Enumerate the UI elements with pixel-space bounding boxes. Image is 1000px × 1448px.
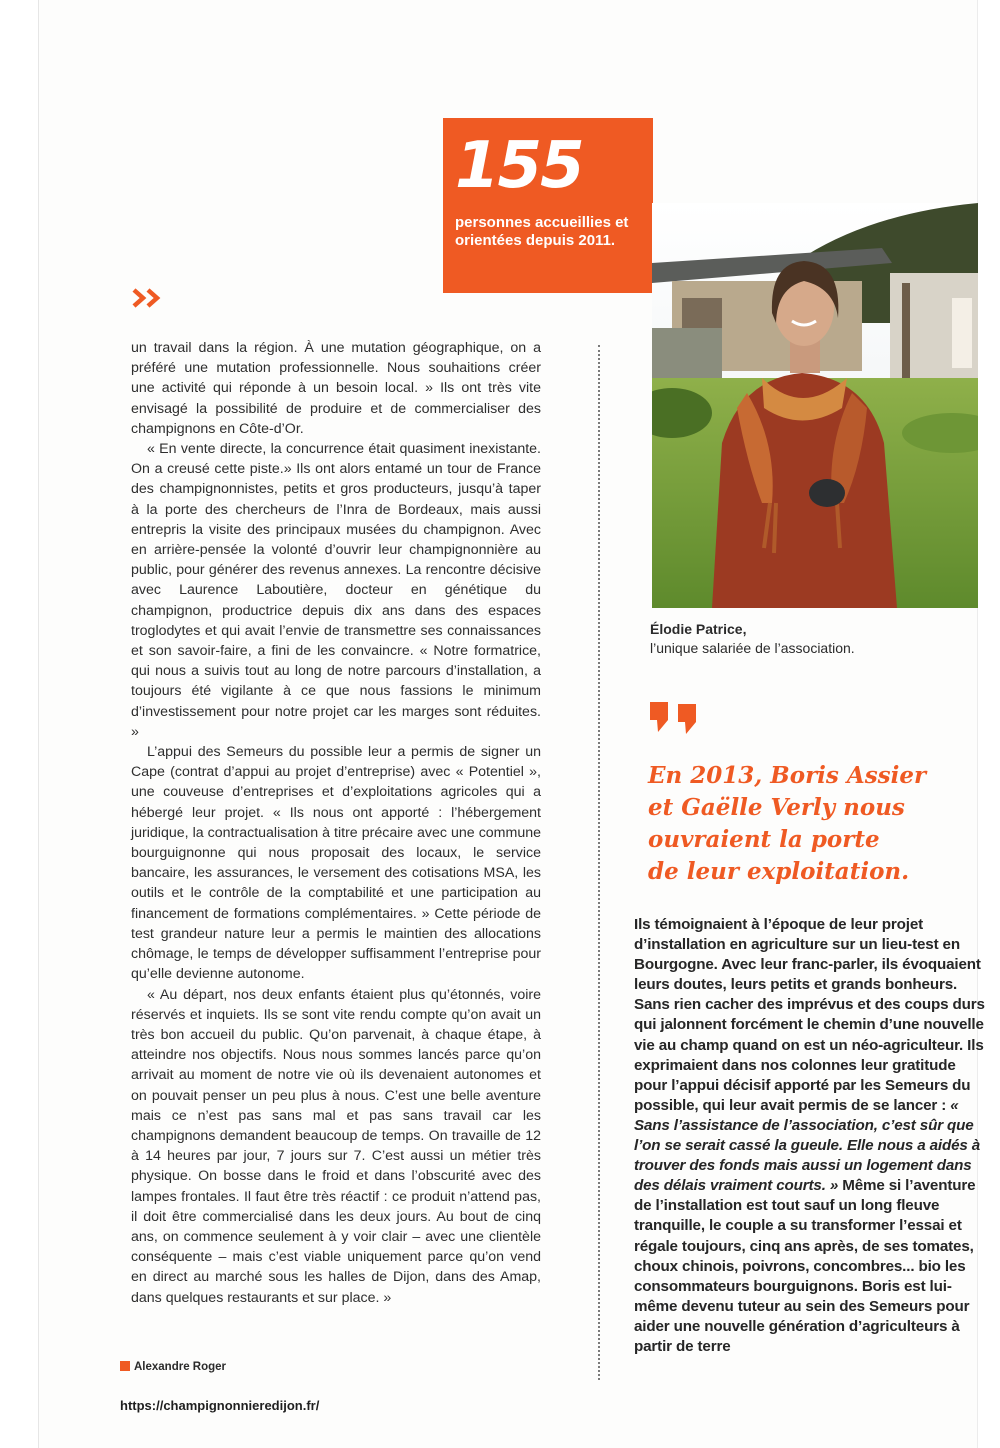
- author-name: Alexandre Roger: [134, 1361, 227, 1373]
- page-left-margin: [0, 0, 39, 1448]
- stat-box: [443, 118, 653, 293]
- website-link[interactable]: https://champignonnieredijon.fr/: [120, 1398, 320, 1413]
- column-divider: [598, 345, 600, 1380]
- pull-quote: [648, 760, 978, 888]
- main-article-column: [131, 338, 541, 1308]
- caption-role: l’unique salariée de l’association.: [650, 640, 855, 656]
- sidebar-text-quote: « Sans l’assistance de l’association, c’est sûr que l’on se serait cassé la gueule. Elle nous a aidés à trouver des fonds mais aussi un logement dans des délais vraiment courts. »: [634, 1096, 981, 1195]
- stat-label: personnes accueillies et orientées depuis 2011.: [455, 214, 629, 249]
- sidebar-article-text: [634, 915, 986, 1357]
- portrait-photo: [652, 203, 978, 608]
- author-signature: [120, 1361, 226, 1373]
- paragraph: « Au départ, nos deux enfants étaient plus qu’étonnés, voire réservés et inquiets. Ils se sont vite rendu compte qu’on avait un très bon accueil du public. Qu’on parvenait, à chaque étape, à atteindre nos objectifs. Nous nous sommes lancés parce qu’on arrivait au moment de notre vie où ils devenaient autonomes et on pouvait penser un peu plus à nous. C’est une belle aventure mais ce n’est pas sans mal et pas sans travail car les champignons demandent beaucoup de temps. On travaille de 12 à 14 heures par jour, 7 jours sur 7. C’est aussi un métier très physique. On bosse dans le froid et dans l’obscurité avec des lampes frontales. Il faut être très réactif : ce produit n’attend pas, il doit être commercialisé dans les deux jours. Au bout de cinq ans, on commence seulement à y voir clair – avec une clientèle conséquente – mais c’est viable uniquement parce qu’on vend en direct au marché sous les halles de Dijon, dans des Amap, dans quelques restaurants et sur place. »: [131, 986, 541, 1306]
- pull-quote-line: En 2013, Boris Assier: [648, 762, 927, 789]
- pull-quote-line: de leur exploitation.: [648, 858, 910, 885]
- pull-quote-line: et Gaëlle Verly nous: [648, 794, 905, 821]
- double-chevron-icon: [131, 287, 165, 309]
- sidebar-text-part: Ils témoignaient à l’époque de leur projet d’installation en agriculture sur un lieu-test en Bourgogne. Avec leur franc-parler, ils évoquaient leurs doutes, leurs petits et grands bonheurs. Sans rien cacher des imprévus et des coups durs qui jalonnent forcément le chemin d’une nouvelle vie au champ quand on est un néo-agriculteur. Ils exprimaient dans nos colonnes leur gratitude pour l’appui décisif apporté par les Semeurs du possible, qui leur avait permis de se lancer :: [634, 916, 985, 1114]
- paragraph: « En vente directe, la concurrence était quasiment inexistante. On a creusé cette piste.» Ils ont alors entamé un tour de France des champignonnistes, petits et gros producteurs, jusqu’à taper à la porte des chercheurs de l’Inra de Bordeaux, mais aussi entrepris la visite des principaux musées du champignon. Avec en arrière-pensée la volonté d’ouvrir leur champignonnière au public, pour générer des revenus annexes. La rencontre décisive avec Laurence Laboutière, docteur en génétique du champignon, productrice depuis dix ans dans des espaces troglodytes et qui avait l’envie de transmettre ses connaissances et son savoir-faire, a fini de les convaincre. « Notre formatrice, qui nous a suivis tout au long de notre parcours d’installation, a toujours été vigilante à ce que nous fassions le minimum d’investissement pour notre projet car les marges sont réduites. »: [131, 441, 541, 740]
- quote-mark-icon: [648, 700, 700, 734]
- paragraph: L’appui des Semeurs du possible leur a permis de signer un Cape (contrat d’appui au projet d’entreprise) avec « Potentiel », une couveuse d’entreprises et d’exploitations agricoles qui a hébergé leur projet. « Ils nous ont apporté : l’hébergement juridique, la contractualisation à titre précaire avec une commune bourguignonne qui nous proposait des locaux, le service bancaire, les assurances, le versement des cotisations MSA, les outils et le contrôle de la comptabilité et une participation au financement de formations complémentaires. » Cette période de test grandeur nature leur a permis le maintien des allocations chômage, le temps de développer suffisamment l’entreprise pour qu’elle devienne autonome.: [131, 744, 541, 983]
- stat-number: 155: [455, 129, 583, 203]
- sidebar-text-part: Même si l’aventure de l’installation est tout sauf un long fleuve tranquille, le couple a su transformer l’essai et régale toujours, cinq ans après, de ses tomates, choux chinois, poivrons, concombres... bio les consommateurs bourguignons. Boris est lui-même devenu tuteur au sein des Semeurs pour aider une nouvelle génération d’agriculteurs à partir de terre: [634, 1177, 976, 1355]
- paragraph: un travail dans la région. À une mutation géographique, on a préféré une mutation professionnelle. Nous souhaitions créer une activité qui réponde à un besoin local. » Ils ont très vite envisagé la possibilité de produire et de commercialiser des champignons en Côte-d’Or.: [131, 340, 541, 437]
- pull-quote-line: ouvraient la porte: [648, 826, 880, 853]
- photo-caption: [650, 620, 980, 658]
- caption-name: Élodie Patrice,: [650, 621, 747, 637]
- orange-square-icon: [120, 1361, 130, 1371]
